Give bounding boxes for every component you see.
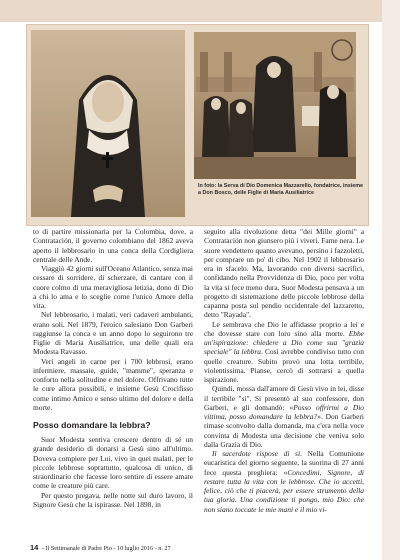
- paragraph: [204, 320, 364, 385]
- paragraph: Suor Modesta sentiva crescere dentro di sé un grande desiderio di donarsi a Gesù sino all'ultimo. Doveva compiere per Lui, vivo in quei malati, per le piccole lebbrose soprattutto, qualcosa di unico, di straordinario che facesse loro sentire di essere amate come le creature più care.: [33, 435, 193, 491]
- paragraph: to di partire missionaria per la Colombia, dove, a Contratación, il governo colombiano del 1862 aveva aperto il lebbrosario in una conca della Cordigliera centrale delle Ande.: [33, 227, 193, 264]
- right-text-column: [204, 227, 364, 514]
- text-run: . Nella Comunione eucaristica del giorno seguente, la suorina di 27 anni fece questa preghiera: «: [204, 449, 364, 477]
- photo-caption: In foto: la Serva di Dio Domenica Mazzarello, fondatrice, insieme a Don Bosco, delle Figlie di Maria Ausiliatrice: [198, 183, 364, 197]
- nun-portrait-photo: [31, 30, 185, 217]
- paragraph: Viaggiò 42 giorni sull'Oceano Atlantico, senza mai cessare di sorridere, di scherzare, di cantare con il cuore colmo di una meravigliosa letizia, dono di Dio a chi lo ama e lo sceglie come l'unico Amore della vita.: [33, 264, 193, 310]
- left-text-column: [33, 227, 193, 509]
- text-run: . Così avrebbe condiviso tutto con quelle creature. Subito provò una lotta terribile, violentissima. Pianse, cercò di sottrarsi a quella ispirazione.: [204, 347, 364, 384]
- paragraph: [204, 384, 364, 449]
- paragraph: seguito alla rivoluzione detta "dei Mille giorni" a Contratación non giunsero più i viveri. Fame nera. Le suore vendettero quanto avevano, persino i fazzoletti, per comprare un po' di cibo. Nel 1902 il lebbrosario era in sfacelo. Ma, lavorando con diversi sacrifici, confidando nella Provvidenza di Dio, poco per volta la vita si fece meno dura. Suor Modesta pensava a un progetto di sistemazione delle piccole lebbrose della capanna posta sul pendio occidentale del lazzaretto, detto "Rayada".: [204, 227, 364, 320]
- paragraph: Veri angeli in carne per i 700 lebbrosi, erano infermiere, massaie, guide, "mamme", speranza e conforto nella solitudine e nel dolore. Offrivano tutte le cure allora possibili, e insieme Gesù Crocifisso come intimo Amico e senso ultimo del dolore e della morte.: [33, 356, 193, 412]
- text-run: Le sembrava che Dio le affidasse proprio a lei e che dovesse stare con loro sino alla morte.: [204, 319, 364, 338]
- paragraph: Nel lebbrosario, i malati, veri cadaveri ambulanti, erano soli. Nel 1879, l'eroico salesiano Don Garberi raggiunse la conca e un anno dopo lo seguirono tre Figlie di Maria Ausiliatrice, una delle quali era Modesta Ravasso.: [33, 310, 193, 357]
- masthead-line: - Il Settimanale di Padre Pio - 10 luglio 2016 - n. 27: [41, 545, 171, 552]
- page-edge-strip: [382, 0, 400, 560]
- italic-text-run: Concedimi, Signore, di restare tutta la vita con le lebbrose. Che io accetti, felice, ciò che ti piacerà, per essere strumento della tua gloria. Una condizione ti pongo, mio Dio: che non siano toccate le mie mani e il mio vi-: [204, 467, 364, 514]
- italic-text-run: Il sacerdote rispose di sì: [212, 449, 301, 458]
- top-color-band: [0, 0, 400, 22]
- paragraph: [204, 449, 364, 514]
- text-run: Quindi, mossa dall'amore di Gesù vivo in lei, disse il terribile "sì". Si presentò al suo confessore, don Garberi, e gli domandò: «: [204, 384, 364, 412]
- italic-text-run: Posso offrirmi a Dio vittima, posso domandare la lebbra?: [204, 402, 364, 421]
- page-number: 14: [30, 543, 39, 552]
- italic-text-run: Ebbe un'ispirazione: chiedere a Dio come sua "grazia speciale" la lebbra: [204, 328, 364, 357]
- don-bosco-group-photo: [194, 32, 356, 179]
- section-heading: Posso domandare la lebbra?: [33, 420, 151, 430]
- page-footer: [30, 544, 171, 553]
- text-run: ». Don Garberi rimase sconvolto dalla domanda, ma c'era nella voce convinta di Modesta una decisione che veniva solo dalla Grazia di Dio.: [204, 412, 364, 449]
- paragraph: Per questo pregava, nelle notte sul duro lavoro, il Signore Gesù che la ispirasse. Nel 1898, in: [33, 490, 193, 509]
